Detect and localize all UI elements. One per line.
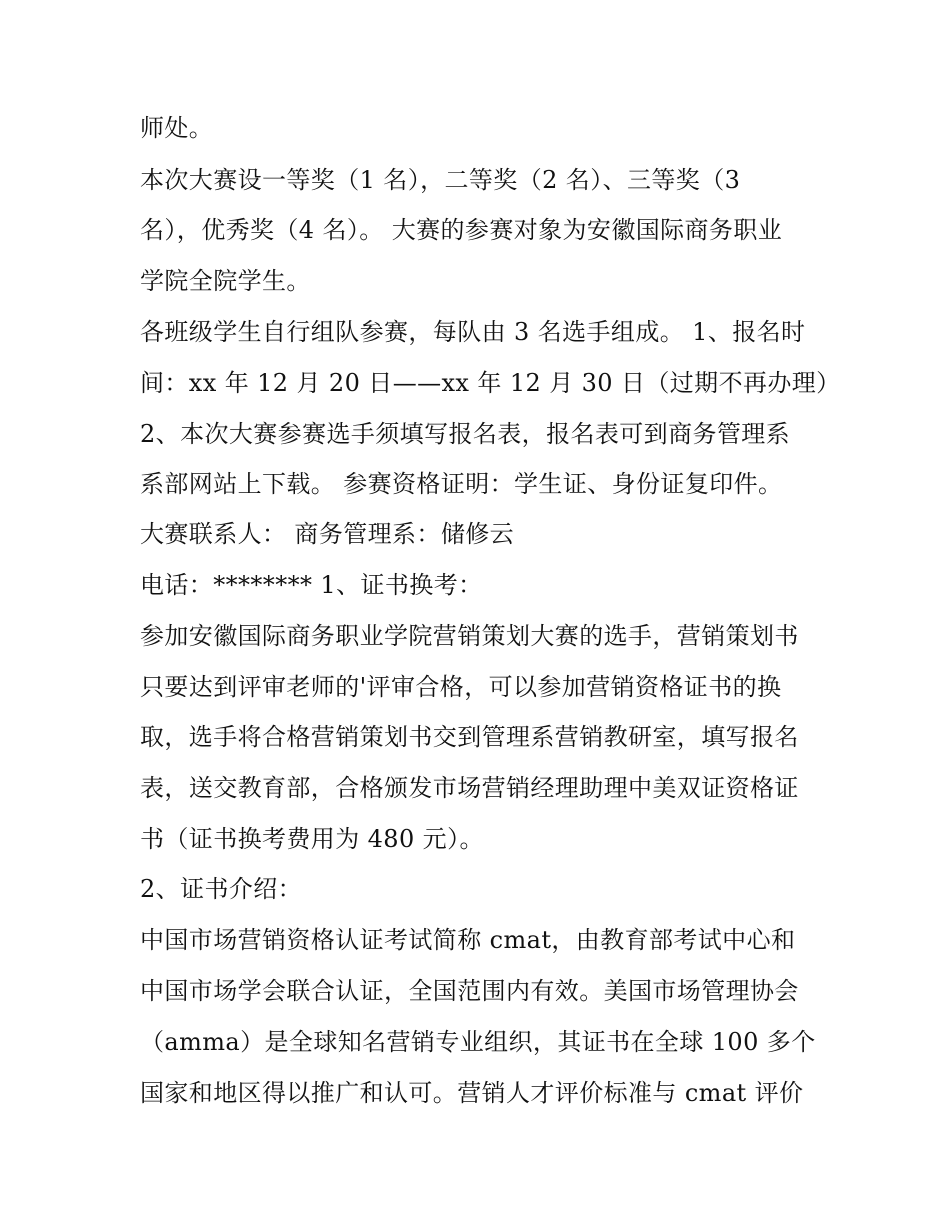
text-line: 国家和地区得以推广和认可。营销人才评价标准与 cmat 评价 xyxy=(140,1079,804,1107)
text-line: 大赛联系人： 商务管理系：储修云 xyxy=(140,520,515,548)
text-line: 中国市场营销资格认证考试简称 cmat，由教育部考试中心和 xyxy=(140,926,796,954)
text-line: 中国市场学会联合认证，全国范围内有效。美国市场管理协会 xyxy=(140,977,799,1005)
text-line: 书（证书换考费用为 480 元）。 xyxy=(140,825,484,853)
text-line: 师处。 xyxy=(140,114,214,142)
text-line: 参加安徽国际商务职业学院营销策划大赛的选手，营销策划书 xyxy=(140,622,799,650)
text-line: 2、本次大赛参赛选手须填写报名表，报名表可到商务管理系 xyxy=(140,420,791,448)
text-line: 各班级学生自行组队参赛，每队由 3 名选手组成。 1、报名时 xyxy=(140,318,806,346)
text-line: 学院全院学生。 xyxy=(140,267,311,295)
text-line: 2、证书介绍： xyxy=(140,875,303,903)
text-line: 间：xx 年 12 月 20 日——xx 年 12 月 30 日（过期不再办理） xyxy=(140,369,841,397)
text-line: 名），优秀奖（4 名）。 大赛的参赛对象为安徽国际商务职业 xyxy=(140,216,783,244)
text-line: 取，选手将合格营销策划书交到管理系营销教研室，填写报名 xyxy=(140,723,799,751)
text-line: 只要达到评审老师的'评审合格，可以参加营销资格证书的换 xyxy=(140,673,782,701)
text-line: 系部网站上下载。 参赛资格证明：学生证、身份证复印件。 xyxy=(140,470,783,498)
text-line: 电话：******** 1、证书换考： xyxy=(140,571,483,599)
text-line: 本次大赛设一等奖（1 名），二等奖（2 名）、三等奖（3 xyxy=(140,166,741,194)
text-line: （amma）是全球知名营销专业组织，其证书在全球 100 多个 xyxy=(140,1028,816,1056)
text-line: 表，送交教育部，合格颁发市场营销经理助理中美双证资格证 xyxy=(140,774,799,802)
